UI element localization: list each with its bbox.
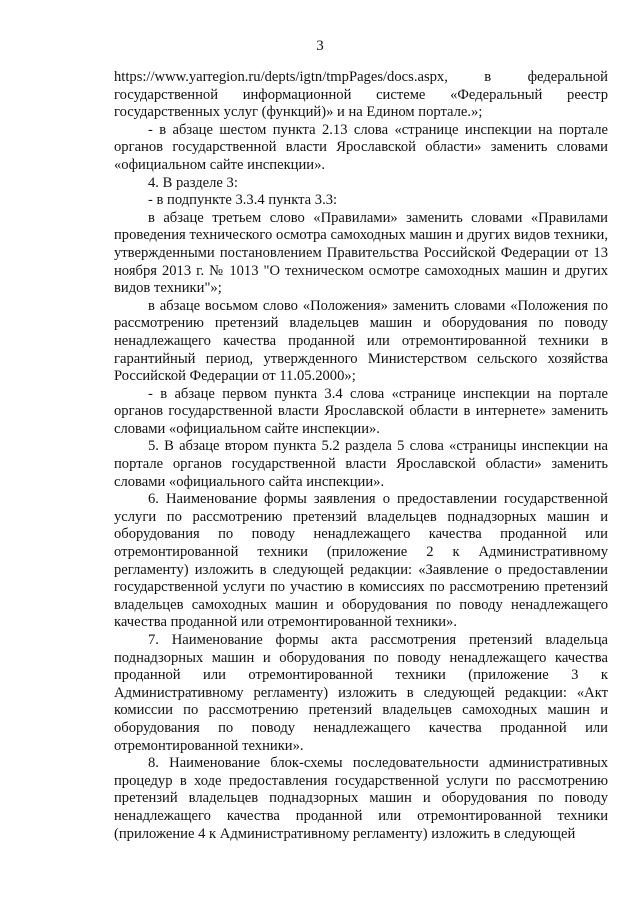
page-number: 3 bbox=[316, 38, 324, 54]
paragraph-item: в абзаце восьмом слово «Положения» заменить словами «Положения по рассмотрению претензий владельцев машин и оборудования по поводу ненадлежащего качества проданной или отремонтированной техники в гарантийный период, утвержденного Министерством сельского хозяйства Российской Федерации от 11.05.2000»; bbox=[114, 297, 608, 385]
paragraph-section-8: 8. Наименование блок-схемы последовательности административных процедур в ходе предоставления государственной услуги по рассмотрению претензий владельцев поднадзорных машин и оборудования по поводу ненадлежащего качества проданной или отремонтированной техники (приложение 4 к Административному регламенту) изложить в следующей bbox=[114, 755, 608, 842]
paragraph-continuation: https://www.yarregion.ru/depts/igtn/tmpPages/docs.aspx, в федеральной государственной информационной системе «Федеральный реестр государственных услуг (функций)» и на Едином портале.»; bbox=[114, 69, 608, 121]
document-body bbox=[114, 69, 608, 843]
paragraph-item: - в абзаце первом пункта 3.4 слова «странице инспекции на портале органов государственной власти Ярославской области в интернете» заменить словами «официальном сайте инспекции». bbox=[114, 385, 608, 437]
paragraph-item: - в подпункте 3.3.4 пункта 3.3: bbox=[148, 192, 338, 209]
paragraph-item: - в абзаце шестом пункта 2.13 слова «странице инспекции на портале органов государственной власти Ярославской области» заменить словами «официальном сайте инспекции». bbox=[114, 121, 608, 173]
paragraph-section-4: 4. В разделе 3: bbox=[148, 174, 238, 191]
paragraph-section-6: 6. Наименование формы заявления о предоставлении государственной услуги по рассмотрению претензий владельцев поднадзорных машин и оборудования по поводу ненадлежащего качества проданной или отремонтированной техники (приложение 2 к Административному регламенту) изложить в следующей редакции: «Заявление о предоставлении государственной услуги по участию в комиссиях по рассмотрению претензий владельцев самоходных машин и оборудования по поводу ненадлежащего качества проданной или отремонтированной техники». bbox=[114, 491, 608, 631]
paragraph-item: в абзаце третьем слово «Правилами» заменить словами «Правилами проведения технического осмотра самоходных машин и других видов техники, утвержденными постановлением Правительства Российской Федерации от 13 ноября 2013 г. № 1013 "О техническом осмотре самоходных машин и других видов техники"»; bbox=[114, 209, 608, 297]
paragraph-section-5: 5. В абзаце втором пункта 5.2 раздела 5 слова «страницы инспекции на портале органов государственной власти Ярославской области» заменить словами «официального сайта инспекции». bbox=[114, 438, 608, 490]
paragraph-section-7: 7. Наименование формы акта рассмотрения претензий владельца поднадзорных машин и оборудования по поводу ненадлежащего качества проданной или отремонтированной техники (приложение 3 к Административному регламенту) изложить в следующей редакции: «Акт комиссии по рассмотрению претензий владельцев самоходных машин и оборудования по поводу ненадлежащего качества проданной или отремонтированной техники». bbox=[114, 632, 608, 754]
